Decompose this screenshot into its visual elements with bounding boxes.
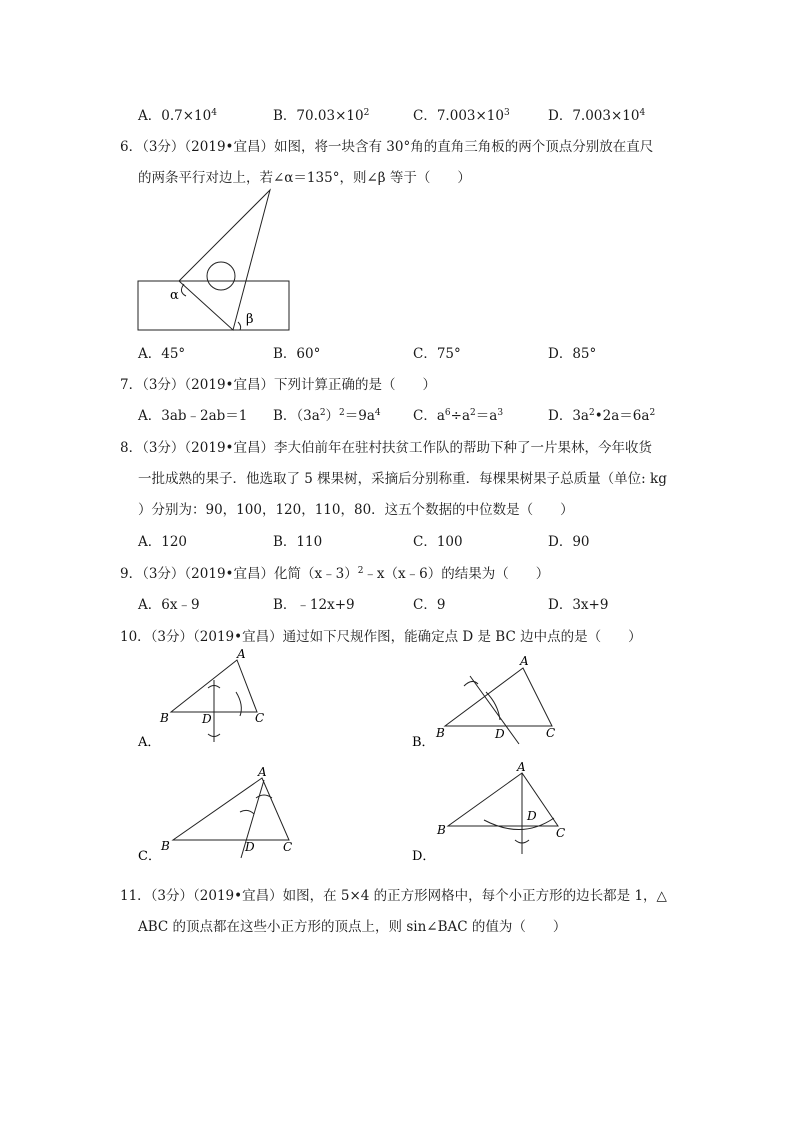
q10-figure-b — [412, 654, 555, 750]
svg-text:D: D — [527, 809, 537, 823]
svg-text:C: C — [556, 826, 566, 840]
svg-text:B．: B． — [412, 735, 435, 750]
svg-text:A: A — [517, 760, 526, 774]
q5-option-d[interactable]: D．$7.003\times 10^4$ — [548, 108, 646, 124]
beta-label: β — [246, 312, 254, 327]
q6-stem-line2: 的两条平行对边上，若∠α＝135°，则∠β 等于（ ） — [138, 170, 471, 186]
svg-text:D: D — [495, 727, 505, 741]
q8-stem-line2: 一批成熟的果子．他选取了 5 棵果树，采摘后分别称重．每棵果树果子总质量（单位: kg — [138, 471, 667, 487]
q5-option-b[interactable]: B．$70.03\times 10^2$ — [273, 108, 370, 124]
q9-option-b[interactable]: B．﹣12x+9 — [273, 597, 355, 613]
svg-text:C: C — [546, 726, 556, 740]
svg-text:B: B — [160, 711, 169, 725]
q6-option-d[interactable]: D．85° — [548, 346, 597, 362]
q10-stem: 10．（3分）（2019•宜昌）通过如下尺规作图，能确定点 D 是 BC 边中点的是（ ） — [120, 629, 642, 645]
svg-text:A．: A． — [138, 735, 161, 750]
svg-text:C: C — [283, 840, 293, 854]
q6-option-c[interactable]: C．75° — [413, 346, 461, 362]
q8-stem-line1: 8．（3分）（2019•宜昌）李大伯前年在驻村扶贫工作队的帮助下种了一片果林，今年收货 — [120, 440, 652, 456]
svg-text:B: B — [437, 823, 446, 837]
svg-text:B: B — [161, 839, 170, 853]
svg-text:C．: C． — [138, 849, 161, 864]
q9-option-d[interactable]: D．3x+9 — [548, 597, 609, 613]
q7-option-c[interactable]: C．$a^6\div a^2=a^3$ — [413, 408, 504, 424]
q9-stem: 9．（3分）（2019•宜昌）化简（x﹣3）$^2$﹣x（x﹣6）的结果为（ ） — [120, 566, 550, 582]
q7-option-b[interactable]: B．$(3a^2)^2=9a^4$ — [273, 408, 381, 424]
q10-figure-a — [137, 647, 264, 750]
svg-text:A: A — [520, 654, 529, 668]
svg-text:D．: D． — [412, 849, 436, 864]
q8-stem-line3: ）分别为：90，100，120，110，80．这五个数据的中位数是（ ） — [138, 502, 574, 518]
q5-option-a[interactable]: A．$0.7\times 10^4$ — [138, 108, 217, 124]
q11-stem-line1: 11．（3分）（2019•宜昌）如图，在 5×4 的正方形网格中，每个小正方形的边长都是 1，△ — [120, 888, 667, 904]
svg-text:D: D — [245, 840, 255, 854]
q8-option-d[interactable]: D．90 — [548, 534, 590, 550]
q9-option-c[interactable]: C．9 — [413, 597, 446, 613]
q9-option-a[interactable]: A．6x﹣9 — [138, 597, 200, 613]
q10-figure-d — [412, 760, 565, 864]
svg-text:A: A — [258, 765, 267, 779]
svg-text:C: C — [255, 711, 265, 725]
q10-figure-c — [138, 765, 292, 864]
q7-stem: 7．（3分）（2019•宜昌）下列计算正确的是（ ） — [120, 377, 436, 393]
q8-option-a[interactable]: A．120 — [138, 534, 188, 550]
svg-text:A: A — [237, 647, 246, 661]
q7-option-a[interactable]: A．3ab﹣2ab＝1 — [138, 408, 248, 424]
svg-text:D: D — [202, 712, 212, 726]
q6-stem-line1: 6．（3分）（2019•宜昌）如图，将一块含有 30°角的直角三角板的两个顶点分别放在直尺 — [120, 139, 654, 155]
q8-option-b[interactable]: B．110 — [273, 534, 323, 550]
q6-option-b[interactable]: B．60° — [273, 346, 321, 362]
q6-option-a[interactable]: A．45° — [138, 346, 186, 362]
q5-option-c[interactable]: C．$7.003\times 10^3$ — [413, 108, 510, 124]
svg-text:B: B — [436, 726, 445, 740]
alpha-label: α — [170, 288, 179, 303]
q8-option-c[interactable]: C．100 — [413, 534, 463, 550]
q7-option-d[interactable]: D．$3a^2•2a=6a^2$ — [548, 408, 656, 424]
q11-stem-line2: ABC 的顶点都在这些小正方形的顶点上，则 sin∠BAC 的值为（ ） — [138, 919, 567, 935]
